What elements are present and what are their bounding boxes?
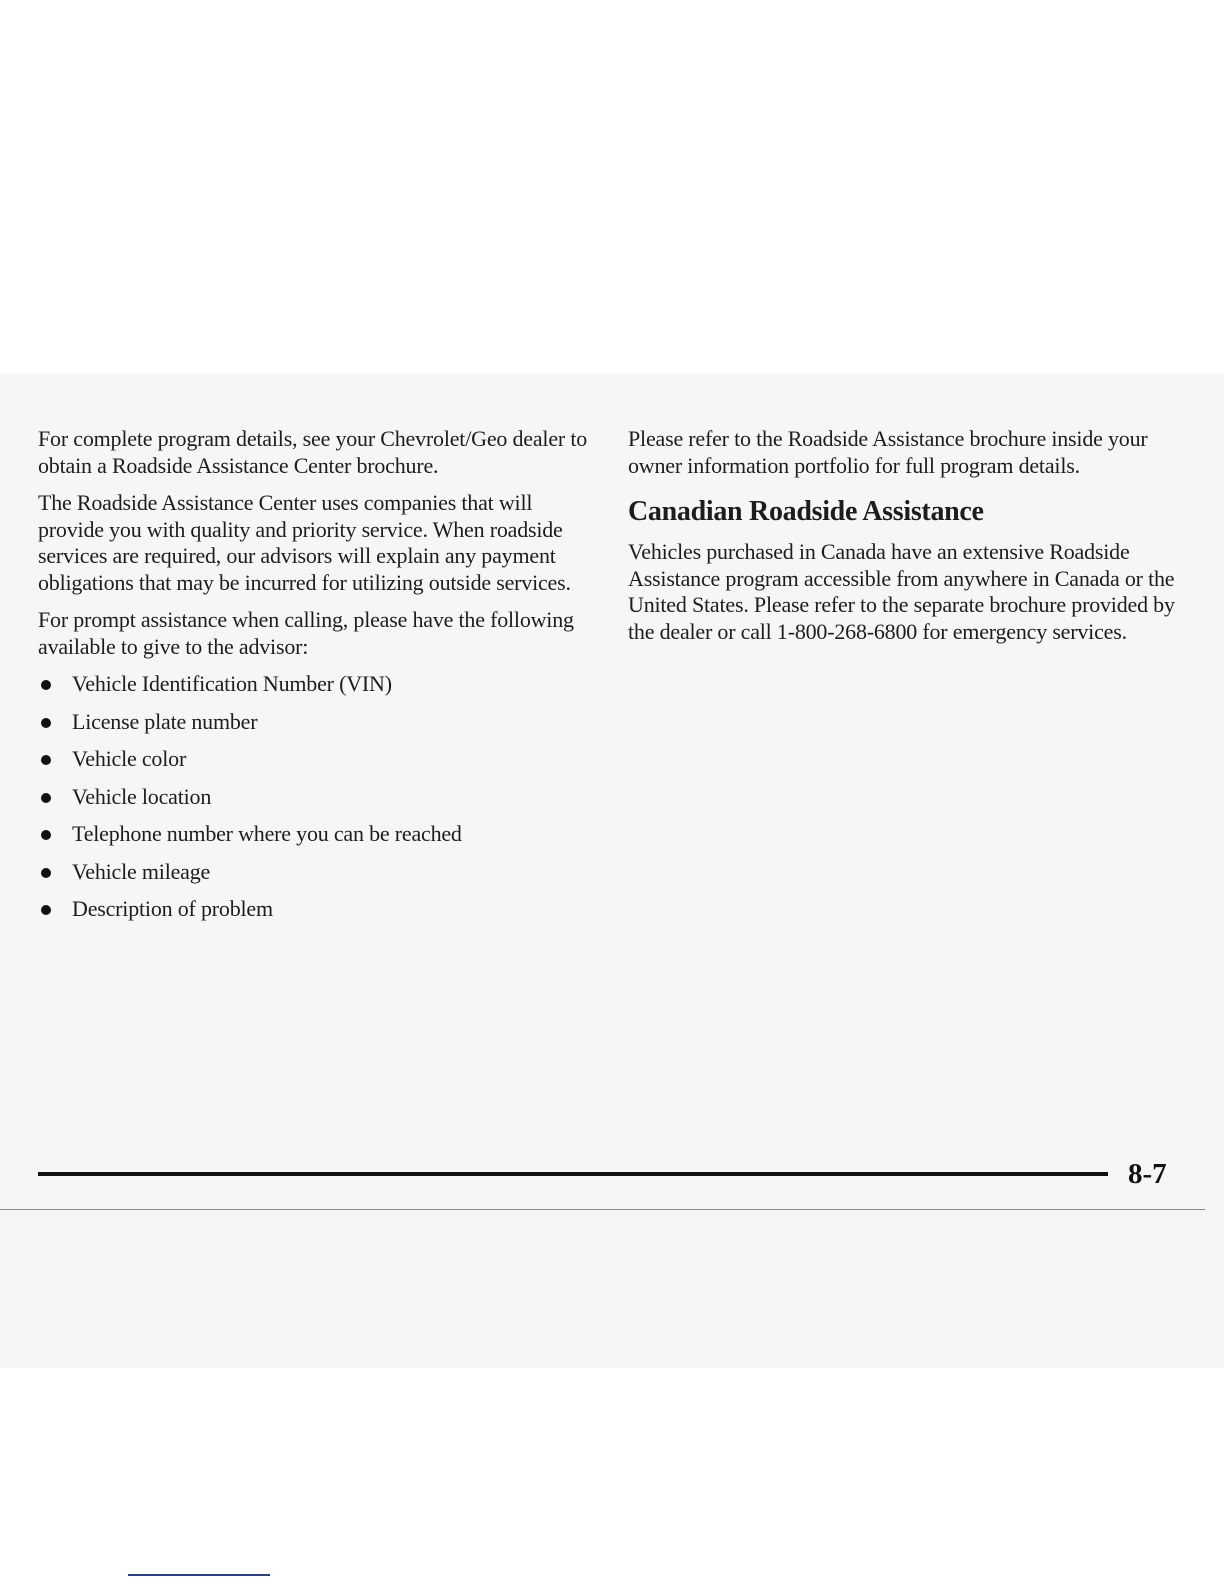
page-edge-line <box>0 1209 1205 1210</box>
paragraph-program-details: For complete program details, see your Chevrolet/Geo dealer to obtain a Roadside Assistance Center brochure. <box>38 426 588 478</box>
bottom-link-underline <box>128 1574 270 1576</box>
bullet-icon <box>41 830 51 840</box>
paragraph-assistance-center: The Roadside Assistance Center uses companies that will provide you with quality and priority service. When roadside services are required, our advisors will explain any payment obligations that may be incurred for utilizing outside services. <box>38 490 571 595</box>
section-heading: Canadian Roadside Assistance <box>628 496 984 527</box>
list-item: Description of problem <box>38 896 598 922</box>
list-item: Vehicle mileage <box>38 859 598 885</box>
required-info-list <box>38 671 598 922</box>
paragraph-canadian-assistance: Vehicles purchased in Canada have an extensive Roadside Assistance program accessible from anywhere in Canada or the United States. Please refer to the separate brochure provided by the dealer or call 1-800-268-6800 for emergency services. <box>628 539 1175 644</box>
bullet-icon <box>41 905 51 915</box>
list-item: Telephone number where you can be reached <box>38 821 598 847</box>
bullet-icon <box>41 755 51 765</box>
right-column <box>628 426 1188 656</box>
page-number: 8-7 <box>1128 1158 1167 1190</box>
bullet-icon <box>41 868 51 878</box>
bullet-icon <box>41 680 51 690</box>
paragraph-brochure-reference: Please refer to the Roadside Assistance brochure inside your owner information portfolio for full program details. <box>628 426 1148 478</box>
list-item: License plate number <box>38 709 598 735</box>
left-column <box>38 426 598 934</box>
list-item: Vehicle color <box>38 746 598 772</box>
list-item: Vehicle Identification Number (VIN) <box>38 671 598 697</box>
bullet-icon <box>41 718 51 728</box>
bullet-icon <box>41 793 51 803</box>
footer-rule <box>38 1172 1108 1176</box>
list-item: Vehicle location <box>38 784 598 810</box>
paragraph-prompt-assistance: For prompt assistance when calling, please have the following available to give to the advisor: <box>38 607 574 659</box>
